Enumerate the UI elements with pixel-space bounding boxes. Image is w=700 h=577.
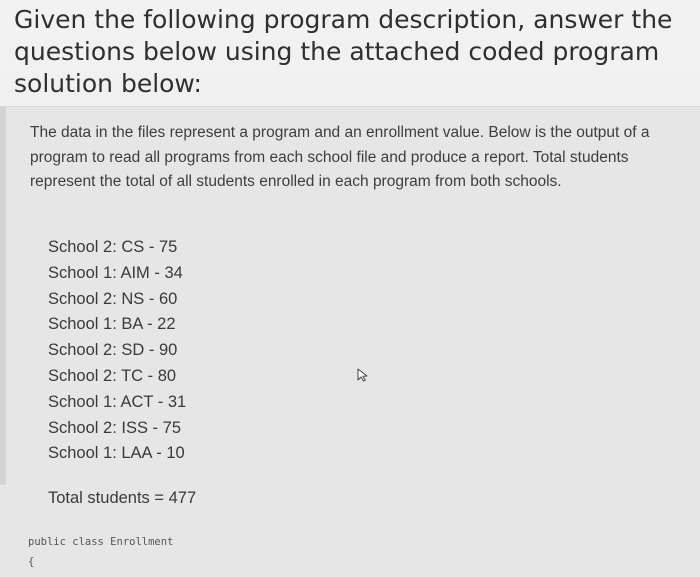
mouse-pointer-icon: [356, 368, 370, 382]
report-line: School 1: AIM - 34: [48, 263, 183, 282]
report-line: School 2: ISS - 75: [48, 418, 181, 437]
report-line: School 1: ACT - 31: [48, 392, 187, 411]
code-snippet: [28, 532, 173, 572]
report-line: School 2: NS - 60: [48, 289, 178, 308]
code-line-class-declaration: public class Enrollment: [28, 536, 174, 548]
total-students: Total students = 477: [48, 489, 197, 507]
report-line: School 1: BA - 22: [48, 315, 176, 334]
question-body: [0, 106, 700, 577]
program-description: The data in the files represent a program and an enrollment value. Below is the output of a program to read all programs from each school file and produce a report. Total students represent the total of all students enrolled in each program from both schools.: [30, 124, 650, 190]
question-heading: Given the following program description, answer the questions below using the attached coded program solution below:: [14, 5, 673, 98]
report-output: [48, 235, 448, 467]
code-line-open-brace: {: [28, 556, 35, 568]
report-line: School 1: LAA - 10: [48, 444, 185, 463]
report-line: School 2: CS - 75: [48, 238, 178, 256]
report-line: School 2: SD - 90: [48, 341, 178, 360]
card-left-border: [0, 107, 6, 485]
report-line: School 2: TC - 80: [48, 366, 177, 385]
